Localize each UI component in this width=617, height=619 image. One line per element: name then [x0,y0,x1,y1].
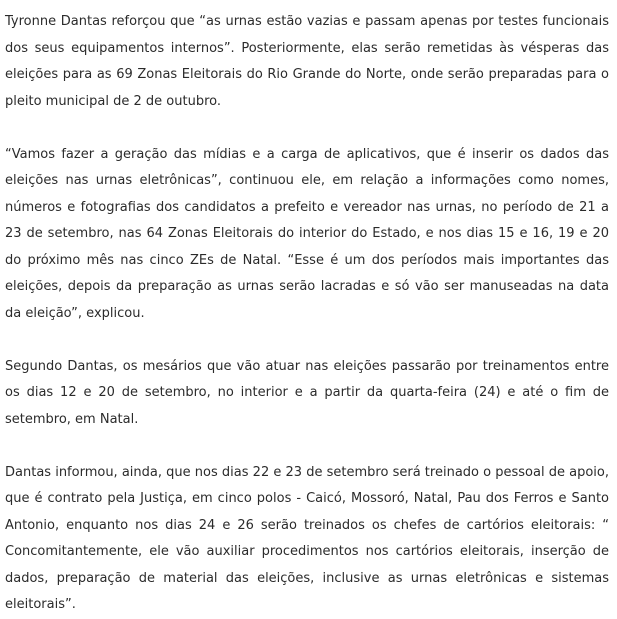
paragraph-urnas-testes: Tyronne Dantas reforçou que “as urnas estão vazias e passam apenas por testes funcionais dos seus equipamentos internos”. Posteriormente, elas serão remetidas às vésperas das eleições para as 69 Zonas Eleitorais do Rio Grande do Norte, onde serão preparadas para o pleito municipal de 2 de outubro. [5,14,609,109]
paragraph-geracao-midias: “Vamos fazer a geração das mídias e a carga de aplicativos, que é inserir os dados das eleições nas urnas eletrônicas”, continuou ele, em relação a informações como nomes, números e fotografias dos candidatos a prefeito e vereador nas urnas, no período de 21 a 23 de setembro, nas 64 Zonas Eleitorais do interior do Estado, e nos dias 15 e 16, 19 e 20 do próximo mês nas cinco ZEs de Natal. “Esse é um dos períodos mais importantes das eleições, depois da preparação as urnas serão lacradas e só vão ser manuseadas na data da eleição”, explicou. [5,146,609,321]
paragraph-pessoal-apoio: Dantas informou, ainda, que nos dias 22 e 23 de setembro será treinado o pessoal de apoio, que é contrato pela Justiça, em cinco polos - Caicó, Mossoró, Natal, Pau dos Ferros e Santo Antonio, enquanto nos dias 24 e 26 serão treinados os chefes de cartórios eleitorais: “ Concomitantemente, ele vão auxiliar procedimentos nos cartórios eleitorais, inserção de dados, preparação de material das eleições, inclusive as urnas eletrônicas e sistemas eleitorais”. [5,464,609,612]
paragraph-treinamento-mesarios: Segundo Dantas, os mesários que vão atuar nas eleições passarão por treinamentos entre os dias 12 e 20 de setembro, no interior e a partir da quarta-feira (24) e até o fim de setembro, em Natal. [5,358,609,427]
